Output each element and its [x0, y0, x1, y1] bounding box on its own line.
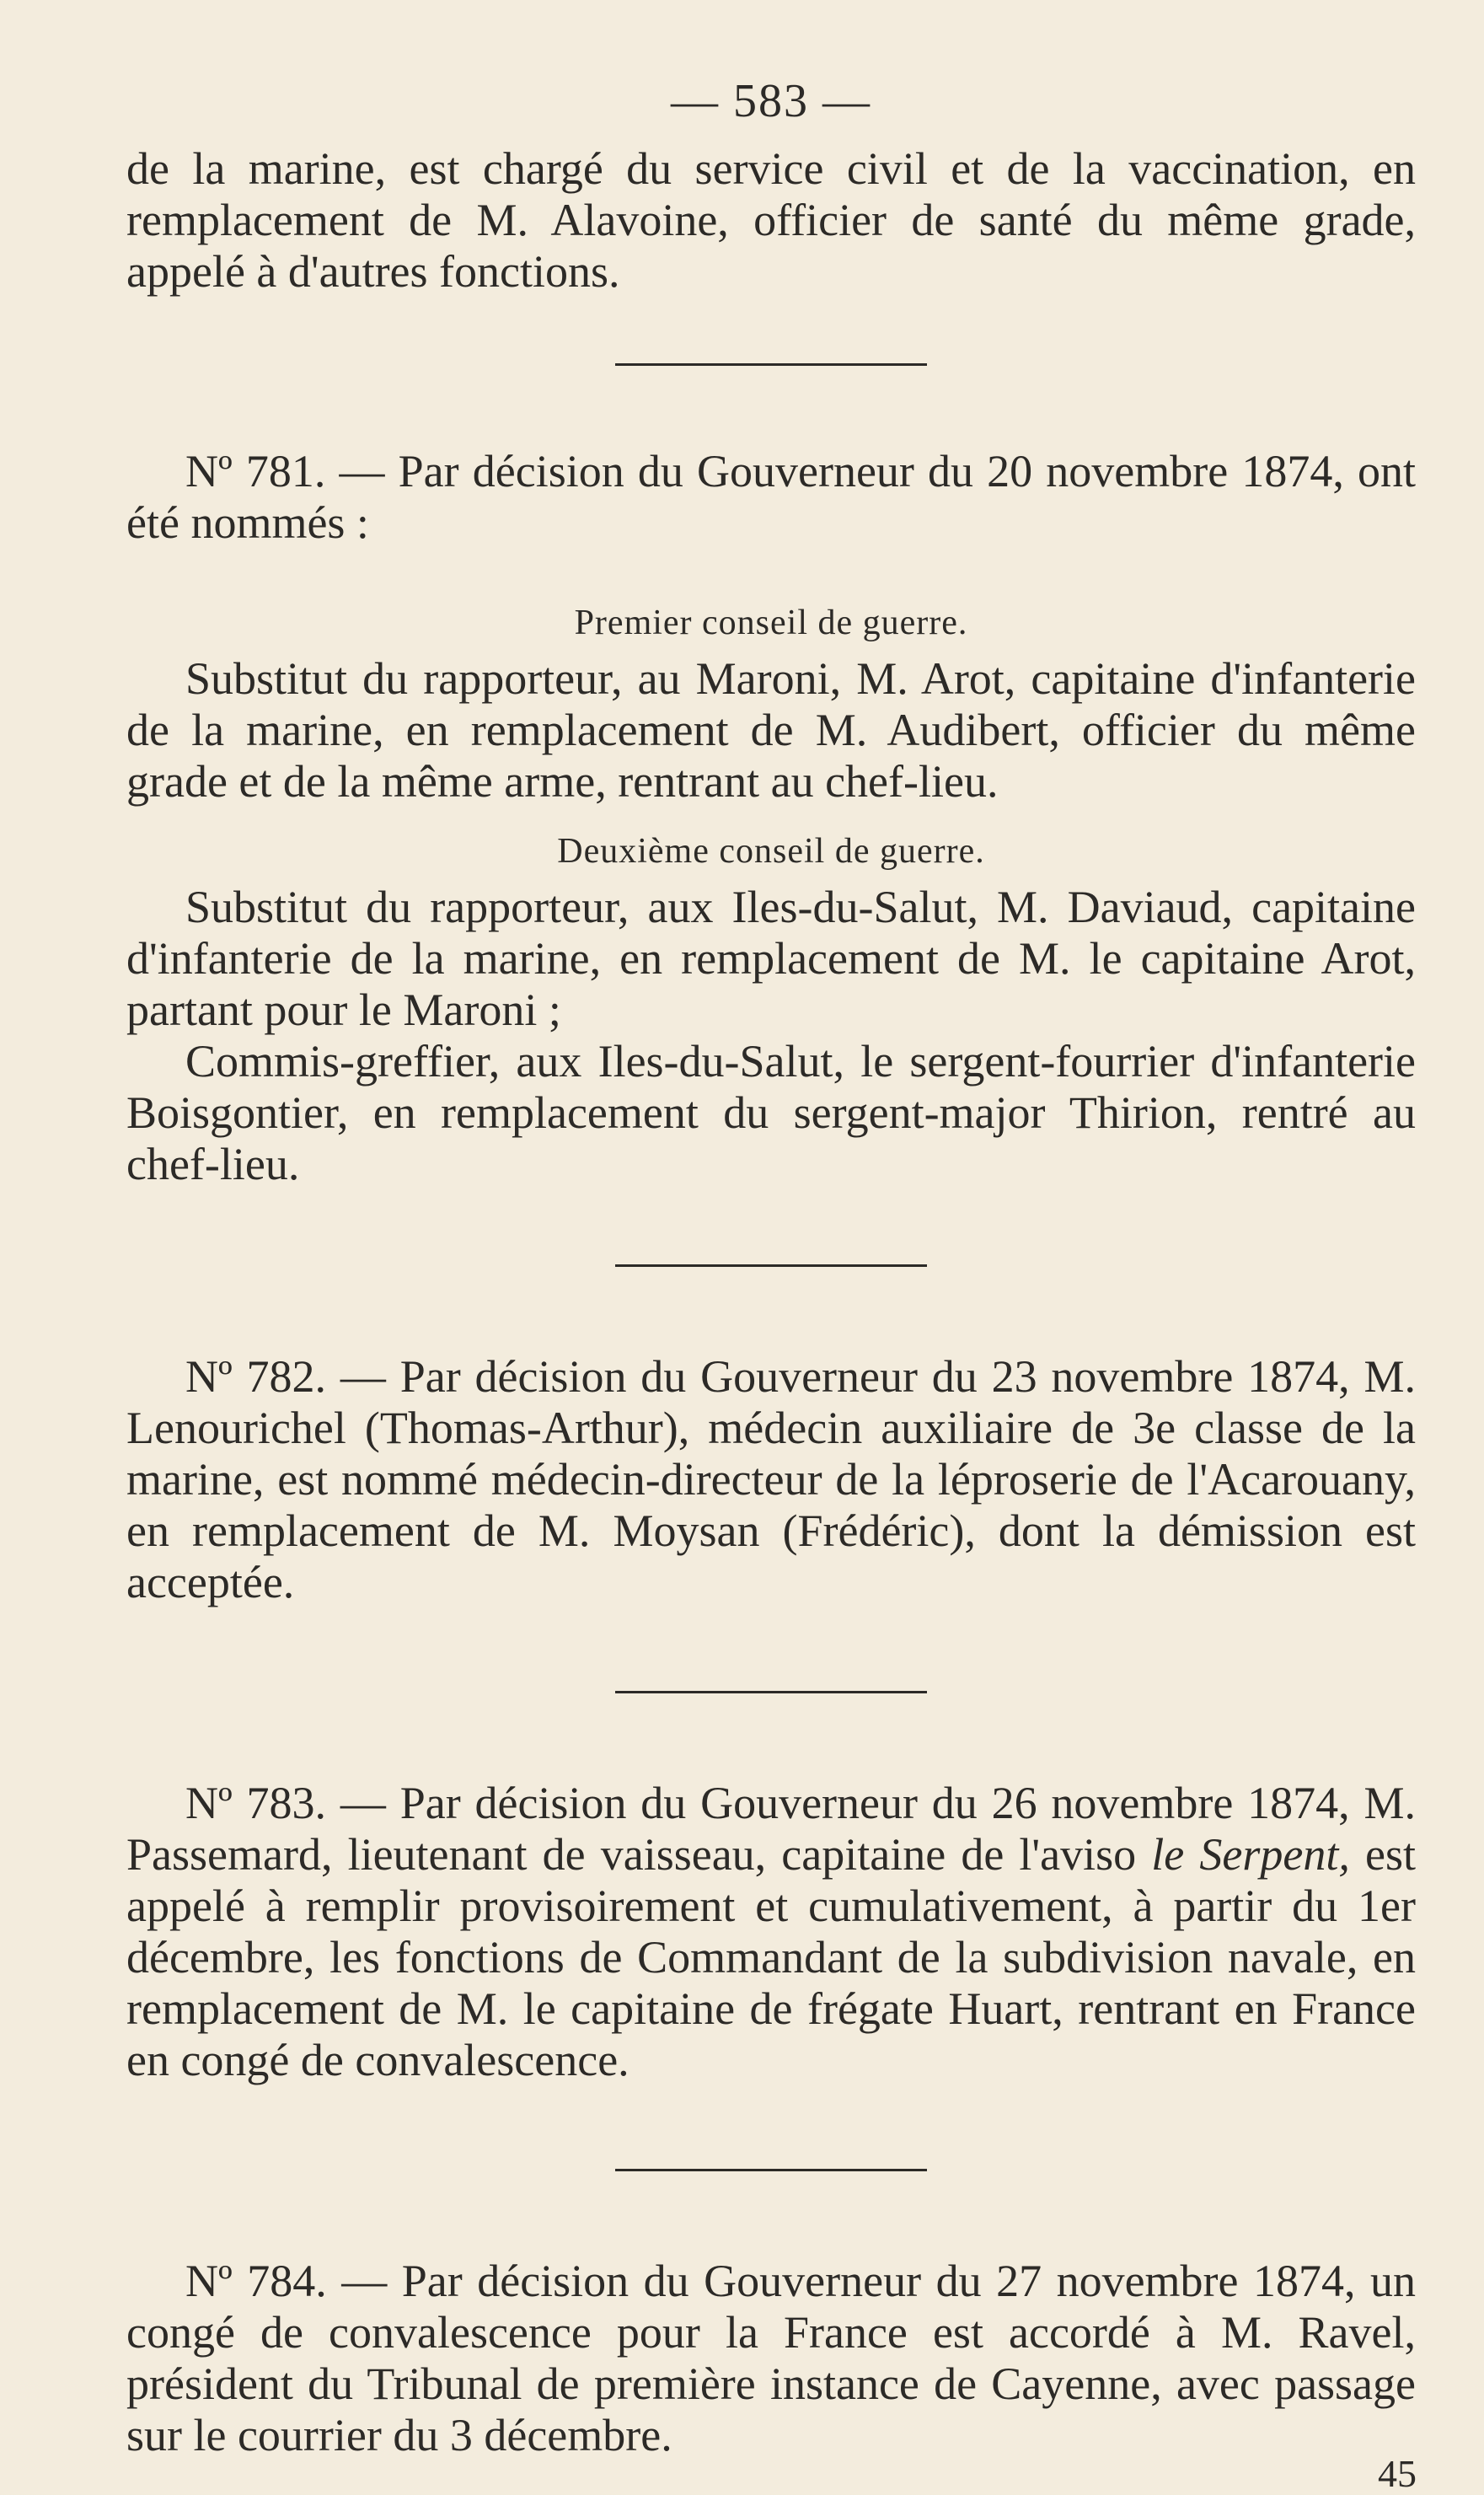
- entry-784: Nº 784. — Par décision du Gouverneur du 27 novembre 1874, un congé de convalescence pour la France est accordé à M. Ravel, président du Tribunal de première instance de Cayenne, avec passage sur le courrier du 3 décembre.: [126, 2256, 1416, 2460]
- entry-783: [126, 1778, 1416, 2086]
- entry-781-text-1: Substitut du rapporteur, au Maroni, M. Arot, capitaine d'infanterie de la marine, en remplacement de M. Audibert, officier du même grade et de la même arme, rentrant au chef-lieu.: [126, 653, 1416, 807]
- entry-781-text-2: Substitut du rapporteur, aux Iles-du-Salut, M. Daviaud, capitaine d'infanterie de la marine, en remplacement de M. le capitaine Arot, partant pour le Maroni ;: [126, 882, 1416, 1035]
- document-page: [126, 59, 1416, 2461]
- heading-deuxieme-conseil: Deuxième conseil de guerre.: [557, 832, 985, 871]
- ship-name: le Serpent,: [1151, 1829, 1350, 1880]
- page-number: — 583 —: [671, 75, 871, 127]
- entry-783-before: Nº 783. — Par décision du Gouverneur du 26 novembre 1874, M. Passemard, lieutenant de vaisseau, capitaine de l'aviso: [126, 1778, 1416, 1880]
- entry-781-intro: Nº 781. — Par décision du Gouverneur du 20 novembre 1874, ont été nommés :: [126, 446, 1416, 548]
- opening-paragraph: de la marine, est chargé du service civil et de la vaccination, en remplacement de M. Alavoine, officier de santé du même grade, appelé à d'autres fonctions.: [126, 143, 1416, 297]
- entry-782: Nº 782. — Par décision du Gouverneur du 23 novembre 1874, M. Lenourichel (Thomas-Arthur), médecin auxiliaire de 3e classe de la marine, est nommé médecin-directeur de la léproserie de l'Acarouany, en remplacement de M. Moysan (Frédéric), dont la démission est acceptée.: [126, 1351, 1416, 1607]
- entry-781-text-3: Commis-greffier, aux Iles-du-Salut, le sergent-fourrier d'infanterie Boisgontier, en remplacement du sergent-major Thirion, rentré au chef-lieu.: [126, 1036, 1416, 1189]
- heading-premier-conseil: Premier conseil de guerre.: [574, 604, 968, 642]
- entry-783-after: est appelé à remplir provisoirement et cumulativement, à partir du 1er décembre, les fonctions de Commandant de la subdivision navale, en remplacement de M. le capitaine de frégate Huart, rentrant en France en congé de convalescence.: [126, 1829, 1416, 2085]
- signature-mark: 45: [1378, 2452, 1417, 2495]
